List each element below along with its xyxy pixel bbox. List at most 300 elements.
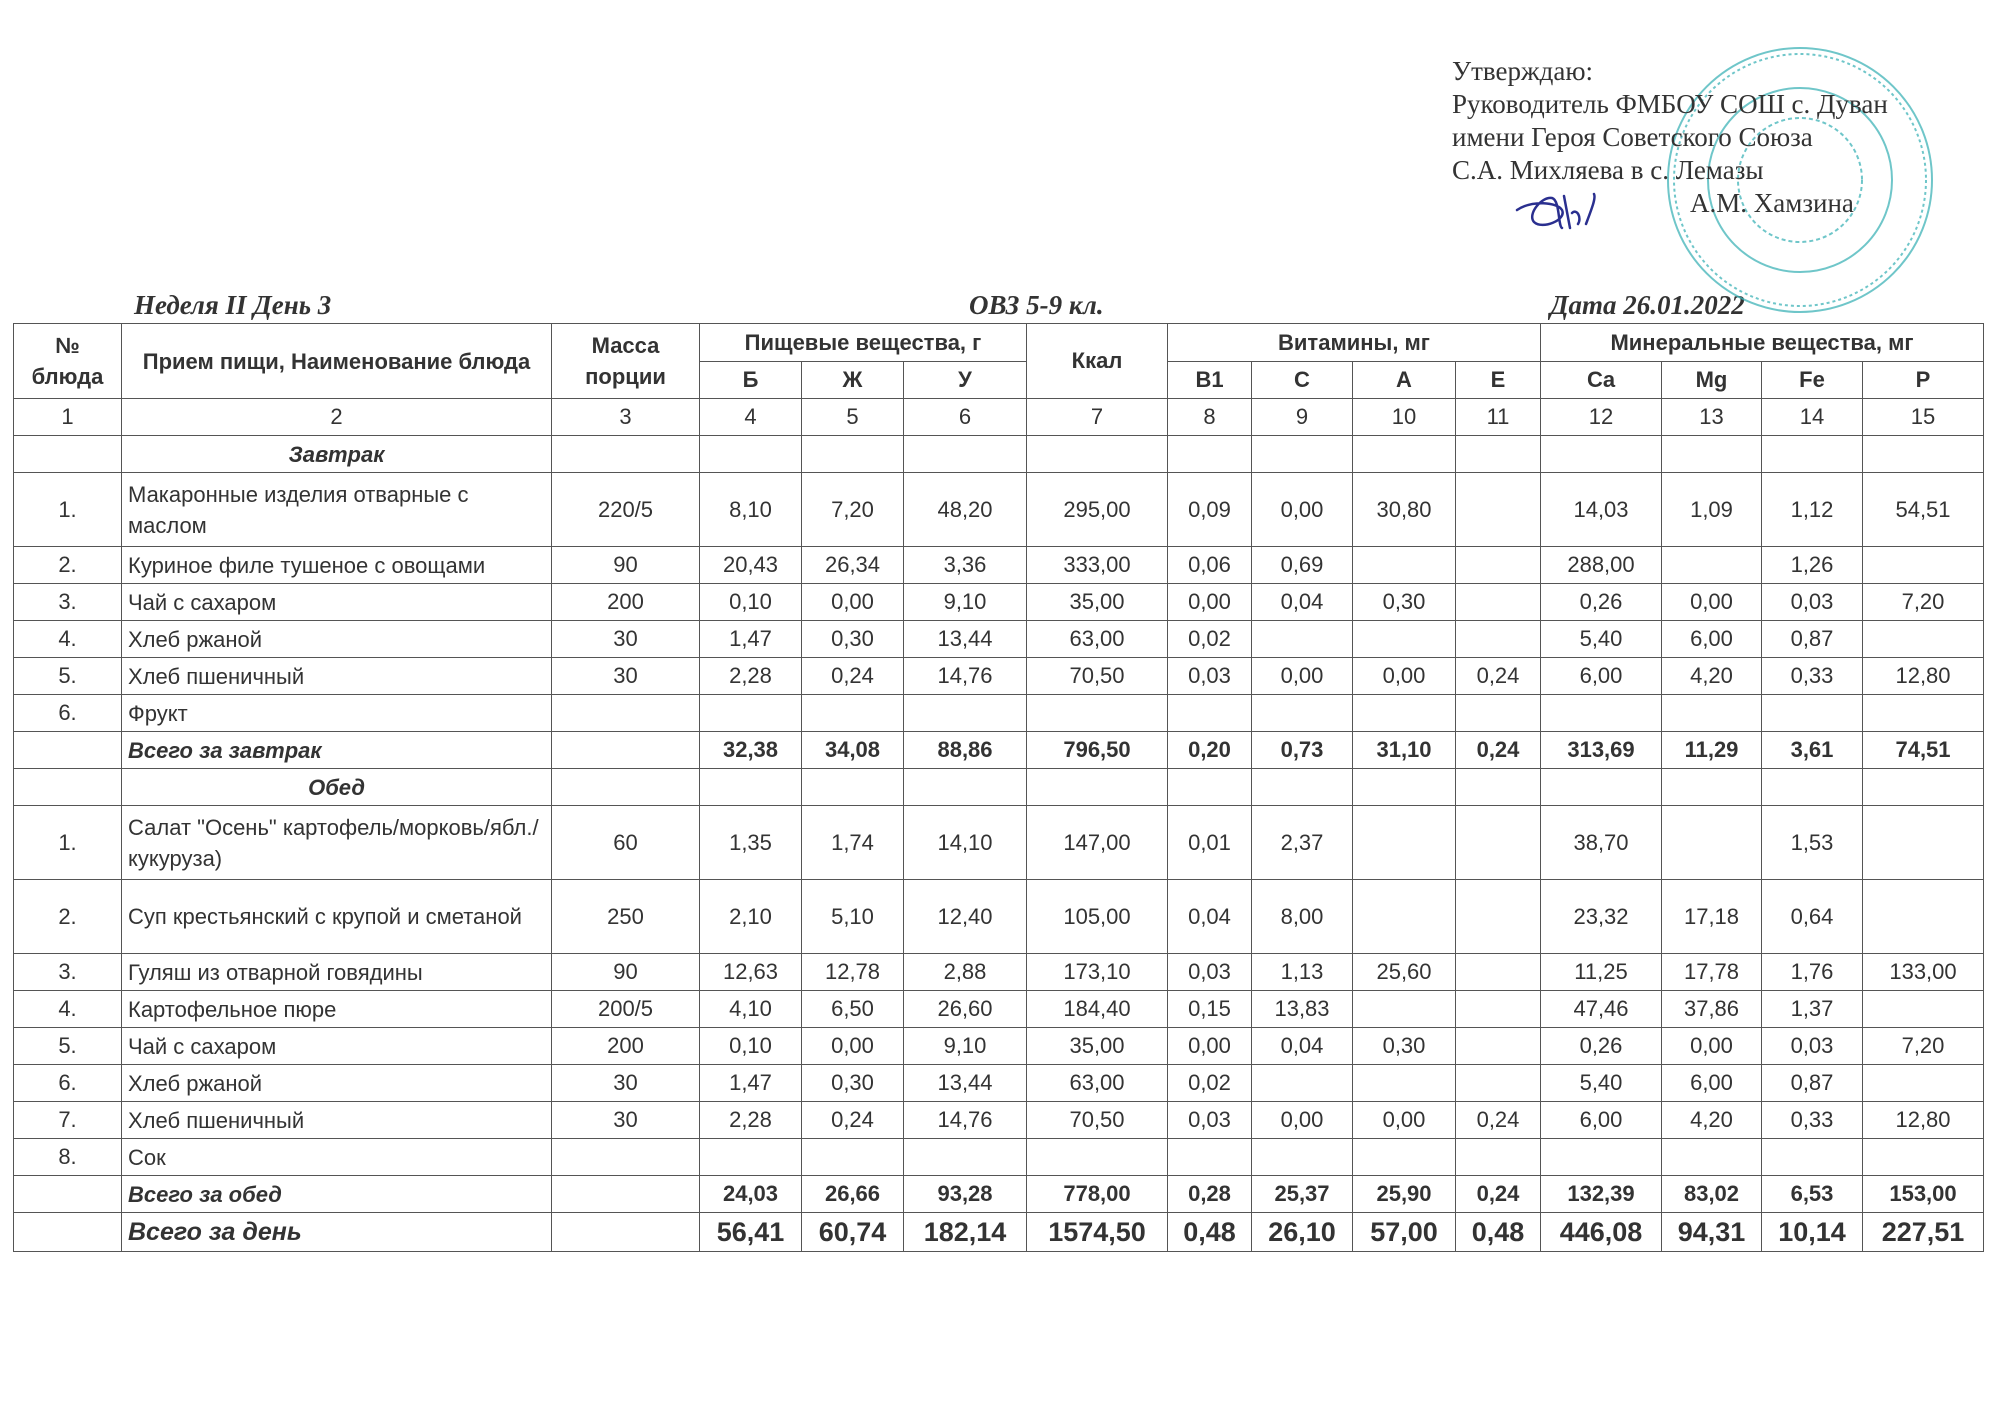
column-number: 14 <box>1762 399 1863 436</box>
value-cell: 0,03 <box>1168 658 1252 695</box>
value-cell: 147,00 <box>1027 806 1168 880</box>
portion-mass: 30 <box>552 658 700 695</box>
value-cell <box>802 1139 904 1176</box>
value-cell <box>1252 695 1353 732</box>
value-cell: 14,03 <box>1541 473 1662 547</box>
value-cell <box>1353 1139 1456 1176</box>
value-cell <box>1456 695 1541 732</box>
dish-number: 1. <box>14 473 122 547</box>
portion-mass: 200/5 <box>552 991 700 1028</box>
value-cell <box>1168 436 1252 473</box>
value-cell <box>1863 991 1984 1028</box>
value-cell <box>1456 954 1541 991</box>
value-cell: 1,47 <box>700 621 802 658</box>
value-cell: 796,50 <box>1027 732 1168 769</box>
portion-mass <box>552 769 700 806</box>
header-num: № блюда <box>14 324 122 399</box>
value-cell: 295,00 <box>1027 473 1168 547</box>
dish-number: 4. <box>14 621 122 658</box>
dish-number: 5. <box>14 658 122 695</box>
value-cell: 17,78 <box>1662 954 1762 991</box>
dish-number: 1. <box>14 806 122 880</box>
value-cell <box>1353 991 1456 1028</box>
value-cell: 0,02 <box>1168 621 1252 658</box>
value-cell <box>904 436 1027 473</box>
value-cell: 0,26 <box>1541 584 1662 621</box>
portion-mass <box>552 1139 700 1176</box>
value-cell: 47,46 <box>1541 991 1662 1028</box>
value-cell: 0,00 <box>1662 1028 1762 1065</box>
value-cell: 0,87 <box>1762 621 1863 658</box>
value-cell: 0,03 <box>1762 584 1863 621</box>
value-cell <box>1168 1139 1252 1176</box>
value-cell: 0,01 <box>1168 806 1252 880</box>
value-cell <box>904 1139 1027 1176</box>
value-cell: 26,66 <box>802 1176 904 1213</box>
value-cell <box>1456 1139 1541 1176</box>
value-cell <box>1662 547 1762 584</box>
value-cell <box>1252 769 1353 806</box>
approval-line: Руководитель ФМБОУ СОШ с. Дуван <box>1452 89 1888 119</box>
value-cell <box>802 436 904 473</box>
value-cell: 5,40 <box>1541 1065 1662 1102</box>
value-cell: 14,76 <box>904 1102 1027 1139</box>
approval-signer: А.М. Хамзина <box>1690 188 1854 218</box>
dish-name: Хлеб пшеничный <box>122 1102 552 1139</box>
value-cell: 23,32 <box>1541 880 1662 954</box>
header-sub-a: A <box>1353 362 1456 399</box>
column-number: 1 <box>14 399 122 436</box>
value-cell: 1,26 <box>1762 547 1863 584</box>
portion-mass: 200 <box>552 1028 700 1065</box>
portion-mass: 60 <box>552 806 700 880</box>
value-cell: 56,41 <box>700 1213 802 1252</box>
value-cell: 0,24 <box>802 1102 904 1139</box>
value-cell: 227,51 <box>1863 1213 1984 1252</box>
table-row <box>14 954 1984 991</box>
value-cell: 153,00 <box>1863 1176 1984 1213</box>
value-cell: 6,00 <box>1662 1065 1762 1102</box>
value-cell <box>1252 1139 1353 1176</box>
value-cell: 4,20 <box>1662 1102 1762 1139</box>
value-cell <box>1252 621 1353 658</box>
column-number: 15 <box>1863 399 1984 436</box>
value-cell: 0,48 <box>1168 1213 1252 1252</box>
value-cell: 93,28 <box>904 1176 1027 1213</box>
dish-name: Суп крестьянский с крупой и сметаной <box>122 880 552 954</box>
value-cell: 57,00 <box>1353 1213 1456 1252</box>
value-cell: 1,74 <box>802 806 904 880</box>
value-cell: 0,26 <box>1541 1028 1662 1065</box>
header-kcal: Ккал <box>1027 324 1168 399</box>
section-row <box>14 436 1984 473</box>
section-row <box>14 769 1984 806</box>
approval-line: имени Героя Советского Союза <box>1452 122 1813 152</box>
dish-name: Фрукт <box>122 695 552 732</box>
value-cell <box>1168 695 1252 732</box>
value-cell: 0,06 <box>1168 547 1252 584</box>
portion-mass <box>552 732 700 769</box>
dish-name: Чай с сахаром <box>122 584 552 621</box>
column-number: 11 <box>1456 399 1541 436</box>
value-cell: 70,50 <box>1027 658 1168 695</box>
value-cell: 182,14 <box>904 1213 1027 1252</box>
value-cell <box>1456 436 1541 473</box>
dish-name: Завтрак <box>122 436 552 473</box>
value-cell <box>1456 621 1541 658</box>
value-cell: 0,09 <box>1168 473 1252 547</box>
value-cell: 13,44 <box>904 1065 1027 1102</box>
value-cell: 0,03 <box>1168 954 1252 991</box>
value-cell <box>1353 621 1456 658</box>
value-cell: 2,37 <box>1252 806 1353 880</box>
value-cell <box>1456 991 1541 1028</box>
value-cell: 7,20 <box>802 473 904 547</box>
value-cell: 288,00 <box>1541 547 1662 584</box>
table-row <box>14 1065 1984 1102</box>
value-cell: 74,51 <box>1863 732 1984 769</box>
value-cell: 12,80 <box>1863 1102 1984 1139</box>
value-cell <box>1353 547 1456 584</box>
value-cell: 1,09 <box>1662 473 1762 547</box>
dish-name: Всего за завтрак <box>122 732 552 769</box>
value-cell: 0,00 <box>1168 1028 1252 1065</box>
value-cell <box>1863 769 1984 806</box>
value-cell <box>1541 695 1662 732</box>
value-cell: 6,53 <box>1762 1176 1863 1213</box>
value-cell: 184,40 <box>1027 991 1168 1028</box>
value-cell <box>700 769 802 806</box>
value-cell: 0,87 <box>1762 1065 1863 1102</box>
value-cell: 54,51 <box>1863 473 1984 547</box>
dish-number <box>14 1213 122 1252</box>
value-cell <box>1027 436 1168 473</box>
value-cell <box>1456 769 1541 806</box>
table-row <box>14 1028 1984 1065</box>
value-cell: 0,20 <box>1168 732 1252 769</box>
column-number: 10 <box>1353 399 1456 436</box>
header-sub-mg: Mg <box>1662 362 1762 399</box>
value-cell: 7,20 <box>1863 1028 1984 1065</box>
value-cell: 0,30 <box>802 1065 904 1102</box>
value-cell <box>1353 695 1456 732</box>
dish-name: Обед <box>122 769 552 806</box>
value-cell <box>1863 1139 1984 1176</box>
portion-mass <box>552 695 700 732</box>
dish-number: 6. <box>14 1065 122 1102</box>
value-cell: 0,00 <box>1353 658 1456 695</box>
table-row <box>14 1102 1984 1139</box>
header-minerals: Минеральные вещества, мг <box>1541 324 1984 362</box>
value-cell: 30,80 <box>1353 473 1456 547</box>
value-cell: 12,78 <box>802 954 904 991</box>
value-cell <box>1863 806 1984 880</box>
value-cell <box>1353 806 1456 880</box>
value-cell: 3,36 <box>904 547 1027 584</box>
header-sub-fe: Fe <box>1762 362 1863 399</box>
value-cell: 17,18 <box>1662 880 1762 954</box>
header-sub-b1: B1 <box>1168 362 1252 399</box>
value-cell <box>1456 584 1541 621</box>
date-title: Дата 26.01.2022 <box>1550 290 1745 320</box>
value-cell: 2,28 <box>700 658 802 695</box>
dish-name: Салат "Осень" картофель/морковь/ябл./кукуруза) <box>122 806 552 880</box>
value-cell <box>1863 1065 1984 1102</box>
value-cell <box>1456 806 1541 880</box>
value-cell <box>1353 880 1456 954</box>
group-title: ОВЗ 5-9 кл. <box>969 290 1104 320</box>
value-cell <box>1027 1139 1168 1176</box>
dish-name: Хлеб ржаной <box>122 1065 552 1102</box>
value-cell: 1,12 <box>1762 473 1863 547</box>
value-cell: 38,70 <box>1541 806 1662 880</box>
value-cell <box>1353 769 1456 806</box>
header-sub-e: E <box>1456 362 1541 399</box>
value-cell: 1,53 <box>1762 806 1863 880</box>
value-cell: 0,00 <box>1252 473 1353 547</box>
value-cell <box>1662 806 1762 880</box>
value-cell <box>1863 621 1984 658</box>
value-cell: 3,61 <box>1762 732 1863 769</box>
value-cell <box>1662 695 1762 732</box>
value-cell: 20,43 <box>700 547 802 584</box>
portion-mass <box>552 1176 700 1213</box>
value-cell: 7,20 <box>1863 584 1984 621</box>
value-cell: 8,10 <box>700 473 802 547</box>
dish-number: 6. <box>14 695 122 732</box>
value-cell <box>1456 880 1541 954</box>
value-cell <box>1541 769 1662 806</box>
value-cell: 0,30 <box>802 621 904 658</box>
value-cell: 11,29 <box>1662 732 1762 769</box>
column-number: 2 <box>122 399 552 436</box>
table-row <box>14 473 1984 547</box>
value-cell <box>802 695 904 732</box>
value-cell: 83,02 <box>1662 1176 1762 1213</box>
value-cell <box>1541 436 1662 473</box>
dish-name: Сок <box>122 1139 552 1176</box>
value-cell <box>1252 436 1353 473</box>
value-cell: 0,00 <box>1252 1102 1353 1139</box>
value-cell: 24,03 <box>700 1176 802 1213</box>
value-cell: 0,24 <box>802 658 904 695</box>
value-cell: 88,86 <box>904 732 1027 769</box>
dish-name: Хлеб ржаной <box>122 621 552 658</box>
value-cell: 0,15 <box>1168 991 1252 1028</box>
dish-number: 4. <box>14 991 122 1028</box>
value-cell: 1,13 <box>1252 954 1353 991</box>
value-cell: 2,10 <box>700 880 802 954</box>
dish-name: Хлеб пшеничный <box>122 658 552 695</box>
value-cell: 35,00 <box>1027 1028 1168 1065</box>
value-cell: 26,10 <box>1252 1213 1353 1252</box>
value-cell: 0,28 <box>1168 1176 1252 1213</box>
value-cell: 0,03 <box>1168 1102 1252 1139</box>
header-sub-б: Б <box>700 362 802 399</box>
value-cell <box>700 1139 802 1176</box>
value-cell: 32,38 <box>700 732 802 769</box>
approval-line: Утверждаю: <box>1452 56 1594 86</box>
table-row <box>14 547 1984 584</box>
dish-name: Картофельное пюре <box>122 991 552 1028</box>
value-cell: 778,00 <box>1027 1176 1168 1213</box>
dish-number: 3. <box>14 584 122 621</box>
table-row <box>14 880 1984 954</box>
value-cell: 63,00 <box>1027 1065 1168 1102</box>
value-cell: 26,34 <box>802 547 904 584</box>
value-cell: 0,24 <box>1456 1176 1541 1213</box>
value-cell: 1,76 <box>1762 954 1863 991</box>
dish-number <box>14 436 122 473</box>
value-cell: 0,30 <box>1353 584 1456 621</box>
value-cell: 14,10 <box>904 806 1027 880</box>
value-cell: 6,50 <box>802 991 904 1028</box>
value-cell <box>1762 695 1863 732</box>
value-cell <box>1456 1028 1541 1065</box>
value-cell: 0,10 <box>700 584 802 621</box>
table-row <box>14 621 1984 658</box>
value-cell: 14,76 <box>904 658 1027 695</box>
value-cell: 313,69 <box>1541 732 1662 769</box>
value-cell: 333,00 <box>1027 547 1168 584</box>
value-cell <box>1456 547 1541 584</box>
value-cell: 133,00 <box>1863 954 1984 991</box>
value-cell: 2,88 <box>904 954 1027 991</box>
value-cell: 0,24 <box>1456 732 1541 769</box>
value-cell: 4,10 <box>700 991 802 1028</box>
menu-table <box>13 323 1984 1252</box>
value-cell: 6,00 <box>1541 658 1662 695</box>
value-cell: 105,00 <box>1027 880 1168 954</box>
dish-name: Гуляш из отварной говядины <box>122 954 552 991</box>
dish-name: Всего за обед <box>122 1176 552 1213</box>
value-cell: 12,40 <box>904 880 1027 954</box>
column-number: 9 <box>1252 399 1353 436</box>
column-number: 8 <box>1168 399 1252 436</box>
value-cell: 12,63 <box>700 954 802 991</box>
value-cell <box>1662 1139 1762 1176</box>
value-cell: 34,08 <box>802 732 904 769</box>
portion-mass: 200 <box>552 584 700 621</box>
value-cell <box>904 695 1027 732</box>
value-cell <box>1353 1065 1456 1102</box>
header-name: Прием пищи, Наименование блюда <box>122 324 552 399</box>
dish-number <box>14 1176 122 1213</box>
value-cell <box>700 695 802 732</box>
approval-line: С.А. Михляева в с. Лемазы <box>1452 155 1764 185</box>
header-sub-у: У <box>904 362 1027 399</box>
table-row <box>14 806 1984 880</box>
value-cell: 0,02 <box>1168 1065 1252 1102</box>
value-cell <box>1762 436 1863 473</box>
header-sub-ж: Ж <box>802 362 904 399</box>
total-row <box>14 1176 1984 1213</box>
value-cell: 94,31 <box>1662 1213 1762 1252</box>
value-cell: 26,60 <box>904 991 1027 1028</box>
value-cell: 0,04 <box>1168 880 1252 954</box>
value-cell: 6,00 <box>1662 621 1762 658</box>
column-number: 13 <box>1662 399 1762 436</box>
value-cell <box>1541 1139 1662 1176</box>
value-cell <box>1027 695 1168 732</box>
value-cell: 0,48 <box>1456 1213 1541 1252</box>
dish-number <box>14 769 122 806</box>
value-cell: 48,20 <box>904 473 1027 547</box>
value-cell <box>1353 436 1456 473</box>
value-cell <box>1762 769 1863 806</box>
dish-number: 8. <box>14 1139 122 1176</box>
value-cell: 0,00 <box>1252 658 1353 695</box>
value-cell: 0,24 <box>1456 658 1541 695</box>
value-cell: 11,25 <box>1541 954 1662 991</box>
portion-mass: 30 <box>552 1065 700 1102</box>
value-cell <box>1863 695 1984 732</box>
value-cell: 5,40 <box>1541 621 1662 658</box>
header-sub-ca: Ca <box>1541 362 1662 399</box>
value-cell <box>1863 436 1984 473</box>
value-cell: 4,20 <box>1662 658 1762 695</box>
dish-number: 3. <box>14 954 122 991</box>
value-cell: 0,10 <box>700 1028 802 1065</box>
value-cell: 173,10 <box>1027 954 1168 991</box>
value-cell: 0,64 <box>1762 880 1863 954</box>
header-sub-c: C <box>1252 362 1353 399</box>
value-cell: 37,86 <box>1662 991 1762 1028</box>
header-sub-p: P <box>1863 362 1984 399</box>
value-cell <box>802 769 904 806</box>
portion-mass: 220/5 <box>552 473 700 547</box>
value-cell: 0,33 <box>1762 1102 1863 1139</box>
value-cell: 1574,50 <box>1027 1213 1168 1252</box>
value-cell: 0,04 <box>1252 1028 1353 1065</box>
value-cell: 0,04 <box>1252 584 1353 621</box>
dish-name: Куриное филе тушеное с овощами <box>122 547 552 584</box>
value-cell: 25,90 <box>1353 1176 1456 1213</box>
value-cell <box>700 436 802 473</box>
portion-mass <box>552 436 700 473</box>
value-cell: 0,00 <box>802 1028 904 1065</box>
portion-mass <box>552 1213 700 1252</box>
header-nutrients: Пищевые вещества, г <box>700 324 1027 362</box>
column-number: 6 <box>904 399 1027 436</box>
value-cell: 2,28 <box>700 1102 802 1139</box>
table-row <box>14 695 1984 732</box>
dish-number: 7. <box>14 1102 122 1139</box>
value-cell: 0,00 <box>1168 584 1252 621</box>
total-row <box>14 732 1984 769</box>
value-cell: 132,39 <box>1541 1176 1662 1213</box>
column-number: 12 <box>1541 399 1662 436</box>
dish-number: 2. <box>14 880 122 954</box>
value-cell <box>1662 769 1762 806</box>
value-cell <box>1252 1065 1353 1102</box>
value-cell: 0,73 <box>1252 732 1353 769</box>
value-cell <box>1863 880 1984 954</box>
value-cell: 0,33 <box>1762 658 1863 695</box>
value-cell: 0,00 <box>802 584 904 621</box>
portion-mass: 90 <box>552 547 700 584</box>
portion-mass: 30 <box>552 621 700 658</box>
week-day-title: Неделя II День 3 <box>134 290 332 320</box>
value-cell: 0,03 <box>1762 1028 1863 1065</box>
value-cell <box>1168 769 1252 806</box>
value-cell: 0,30 <box>1353 1028 1456 1065</box>
value-cell: 10,14 <box>1762 1213 1863 1252</box>
column-number: 4 <box>700 399 802 436</box>
column-number: 3 <box>552 399 700 436</box>
dish-name: Чай с сахаром <box>122 1028 552 1065</box>
header-vitamins: Витамины, мг <box>1168 324 1541 362</box>
